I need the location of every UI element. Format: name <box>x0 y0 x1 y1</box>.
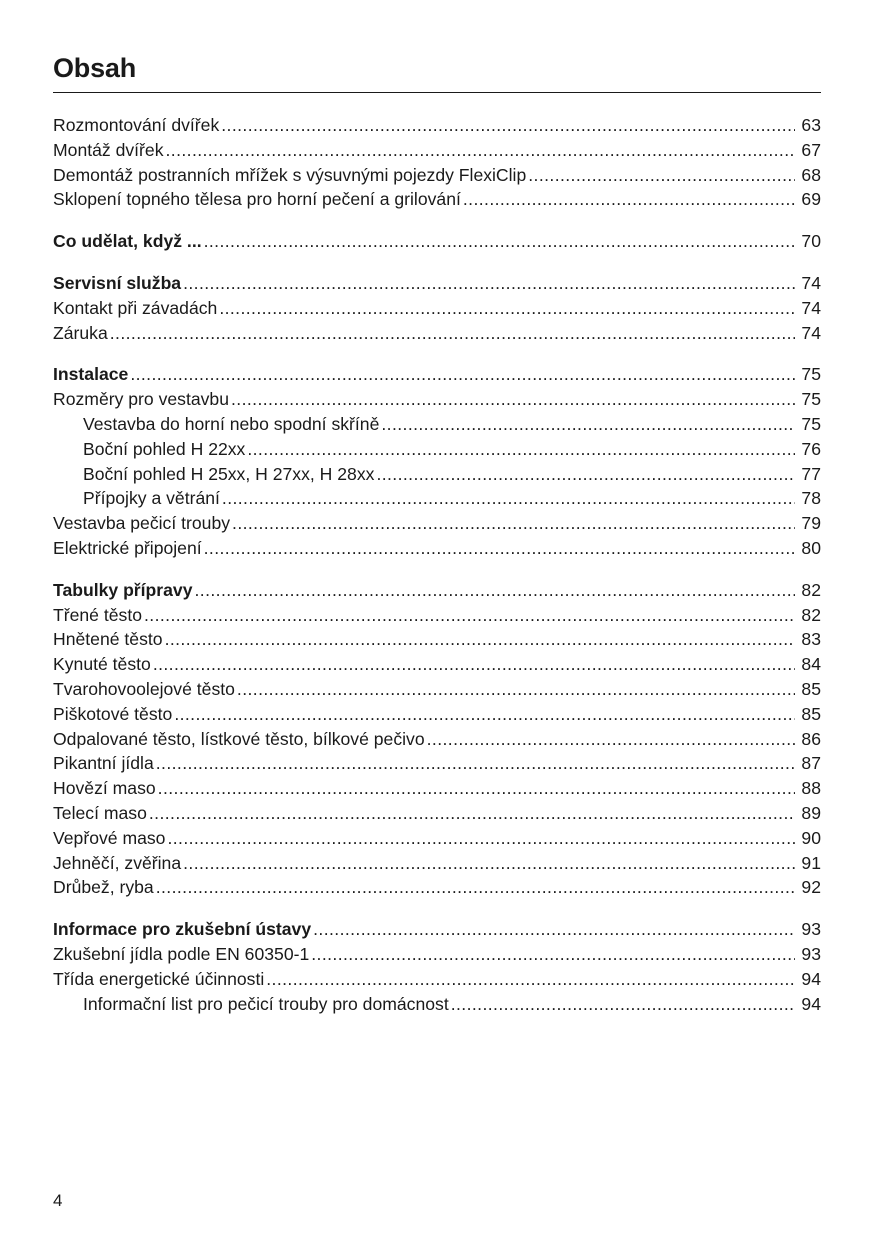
toc-entry[interactable] <box>53 138 821 163</box>
toc-entry[interactable] <box>53 187 821 212</box>
toc-entry[interactable] <box>53 677 821 702</box>
toc-subentry[interactable] <box>53 486 821 511</box>
toc-entry[interactable] <box>53 875 821 900</box>
toc-entry-label: Informace pro zkušební ústavy <box>53 919 312 940</box>
toc-entry-label: Třené těsto <box>53 604 142 625</box>
toc-section-heading[interactable] <box>53 917 821 942</box>
toc-group <box>53 578 821 900</box>
toc-entry-label: Informační list pro pečicí trouby pro domácnost <box>83 993 449 1014</box>
toc-page-number: 78 <box>801 488 821 509</box>
toc-entry[interactable] <box>53 801 821 826</box>
dot-leader <box>165 627 795 652</box>
dot-leader <box>183 851 795 876</box>
toc-page-number: 88 <box>801 778 821 799</box>
toc-entry-label: Vestavba do horní nebo spodní skříně <box>83 413 380 434</box>
dot-leader <box>166 138 796 163</box>
toc-page-number: 90 <box>801 827 821 848</box>
toc-entry-label: Telecí maso <box>53 802 147 823</box>
toc-page-number: 83 <box>801 629 821 650</box>
toc-entry-label: Co udělat, když ... <box>53 231 202 252</box>
toc-entry-label: Sklopení topného tělesa pro horní pečení a grilování <box>53 189 461 210</box>
toc-group <box>53 917 821 1016</box>
page-number: 4 <box>53 1191 63 1210</box>
toc-entry-label: Jehněčí, zvěřina <box>53 852 182 873</box>
toc-subentry[interactable] <box>53 462 821 487</box>
toc-entry-label: Hovězí maso <box>53 778 156 799</box>
toc-page-number: 79 <box>801 513 821 534</box>
dot-leader <box>221 113 795 138</box>
toc-entry-label: Rozměry pro vestavbu <box>53 389 230 410</box>
toc-entry-label: Elektrické připojení <box>53 537 202 558</box>
dot-leader <box>153 652 795 677</box>
toc-page-number: 63 <box>801 115 821 135</box>
toc-entry-label: Tvarohovoolejové těsto <box>53 678 235 699</box>
toc-entry-label: Boční pohled H 25xx, H 27xx, H 28xx <box>83 463 375 484</box>
toc-entry[interactable] <box>53 536 821 561</box>
toc-section-heading[interactable] <box>53 362 821 387</box>
toc-page-number: 77 <box>801 463 821 484</box>
toc-entry[interactable] <box>53 942 821 967</box>
page-title: Obsah <box>53 53 137 83</box>
toc-page-number: 74 <box>801 272 821 293</box>
toc-entry[interactable] <box>53 727 821 752</box>
toc-entry[interactable] <box>53 751 821 776</box>
toc-page-number: 82 <box>801 604 821 625</box>
toc-page-number: 76 <box>801 438 821 459</box>
toc-page-number: 94 <box>801 993 821 1014</box>
table-of-contents <box>53 113 821 1033</box>
toc-entry-label: Tabulky přípravy <box>53 579 193 600</box>
toc-entry[interactable] <box>53 321 821 346</box>
dot-leader <box>110 321 795 346</box>
toc-entry-label: Instalace <box>53 364 129 385</box>
toc-page-number: 75 <box>801 413 821 434</box>
dot-leader <box>266 967 795 992</box>
toc-entry-label: Piškotové těsto <box>53 703 173 724</box>
toc-page-number: 93 <box>801 919 821 940</box>
toc-section-heading[interactable] <box>53 271 821 296</box>
dot-leader <box>183 271 795 296</box>
toc-page-number: 70 <box>801 231 821 252</box>
toc-entry-label: Vestavba pečicí trouby <box>53 513 231 534</box>
dot-leader <box>381 412 795 437</box>
dot-leader <box>167 826 795 851</box>
toc-page-number: 75 <box>801 364 821 385</box>
toc-entry[interactable] <box>53 826 821 851</box>
toc-page-number: 69 <box>801 189 821 210</box>
toc-section-heading[interactable] <box>53 578 821 603</box>
dot-leader <box>174 702 795 727</box>
toc-entry[interactable] <box>53 851 821 876</box>
dot-leader <box>204 229 795 254</box>
toc-entry-label: Rozmontování dvířek <box>53 115 220 135</box>
dot-leader <box>158 776 795 801</box>
toc-entry[interactable] <box>53 702 821 727</box>
toc-page-number: 89 <box>801 802 821 823</box>
toc-page-number: 75 <box>801 389 821 410</box>
toc-group <box>53 271 821 345</box>
toc-page-number: 94 <box>801 968 821 989</box>
toc-page-number: 93 <box>801 943 821 964</box>
toc-entry[interactable] <box>53 627 821 652</box>
toc-entry[interactable] <box>53 511 821 536</box>
dot-leader <box>311 942 795 967</box>
dot-leader <box>451 992 795 1017</box>
toc-entry-label: Vepřové maso <box>53 827 166 848</box>
toc-entry[interactable] <box>53 113 821 138</box>
toc-entry-label: Zkušební jídla podle EN 60350-1 <box>53 943 310 964</box>
toc-section-heading[interactable] <box>53 229 821 254</box>
toc-entry[interactable] <box>53 776 821 801</box>
toc-subentry[interactable] <box>53 412 821 437</box>
toc-page-number: 82 <box>801 579 821 600</box>
dot-leader <box>195 578 796 603</box>
dot-leader <box>130 362 795 387</box>
toc-page-number: 92 <box>801 877 821 898</box>
dot-leader <box>231 387 795 412</box>
dot-leader <box>156 875 795 900</box>
toc-entry-label: Servisní služba <box>53 272 182 293</box>
toc-entry[interactable] <box>53 603 821 628</box>
dot-leader <box>313 917 795 942</box>
dot-leader <box>149 801 795 826</box>
dot-leader <box>427 727 795 752</box>
toc-page-number: 85 <box>801 703 821 724</box>
toc-entry-label: Demontáž postranních mřížek s výsuvnými pojezdy FlexiClip <box>53 164 527 185</box>
dot-leader <box>144 603 795 628</box>
toc-group <box>53 362 821 560</box>
toc-entry-label: Přípojky a větrání <box>83 488 220 509</box>
toc-page-number: 87 <box>801 753 821 774</box>
toc-page-number: 85 <box>801 678 821 699</box>
toc-entry-label: Kontakt při závadách <box>53 297 218 318</box>
dot-leader <box>237 677 795 702</box>
toc-page-number: 86 <box>801 728 821 749</box>
dot-leader <box>219 296 795 321</box>
toc-entry[interactable] <box>53 652 821 677</box>
toc-entry-label: Montáž dvířek <box>53 139 164 160</box>
dot-leader <box>528 163 795 188</box>
toc-entry[interactable] <box>53 163 821 188</box>
dot-leader <box>232 511 795 536</box>
toc-page-number: 67 <box>801 139 821 160</box>
toc-entry-label: Pikantní jídla <box>53 753 154 774</box>
dot-leader <box>376 462 795 487</box>
toc-entry-label: Třída energetické účinnosti <box>53 968 265 989</box>
toc-entry-label: Odpalované těsto, lístkové těsto, bílkové pečivo <box>53 728 425 749</box>
dot-leader <box>463 187 795 212</box>
toc-page-number: 80 <box>801 537 821 558</box>
toc-page-number: 91 <box>801 852 821 873</box>
toc-entry-label: Drůbež, ryba <box>53 877 154 898</box>
toc-entry[interactable] <box>53 387 821 412</box>
toc-subentry[interactable] <box>53 992 821 1017</box>
toc-group <box>53 113 821 212</box>
toc-page-number: 74 <box>801 322 821 343</box>
dot-leader <box>204 536 795 561</box>
toc-entry-label: Kynuté těsto <box>53 654 151 675</box>
title-divider <box>53 92 821 93</box>
toc-entry-label: Hnětené těsto <box>53 629 163 650</box>
dot-leader <box>222 486 795 511</box>
toc-entry[interactable] <box>53 967 821 992</box>
toc-group <box>53 229 821 254</box>
toc-entry[interactable] <box>53 296 821 321</box>
dot-leader <box>247 437 795 462</box>
dot-leader <box>156 751 795 776</box>
toc-page-number: 68 <box>801 164 821 185</box>
toc-page-number: 84 <box>801 654 821 675</box>
toc-page-number: 74 <box>801 297 821 318</box>
toc-entry-label: Záruka <box>53 322 108 343</box>
toc-subentry[interactable] <box>53 437 821 462</box>
toc-entry-label: Boční pohled H 22xx <box>83 438 246 459</box>
